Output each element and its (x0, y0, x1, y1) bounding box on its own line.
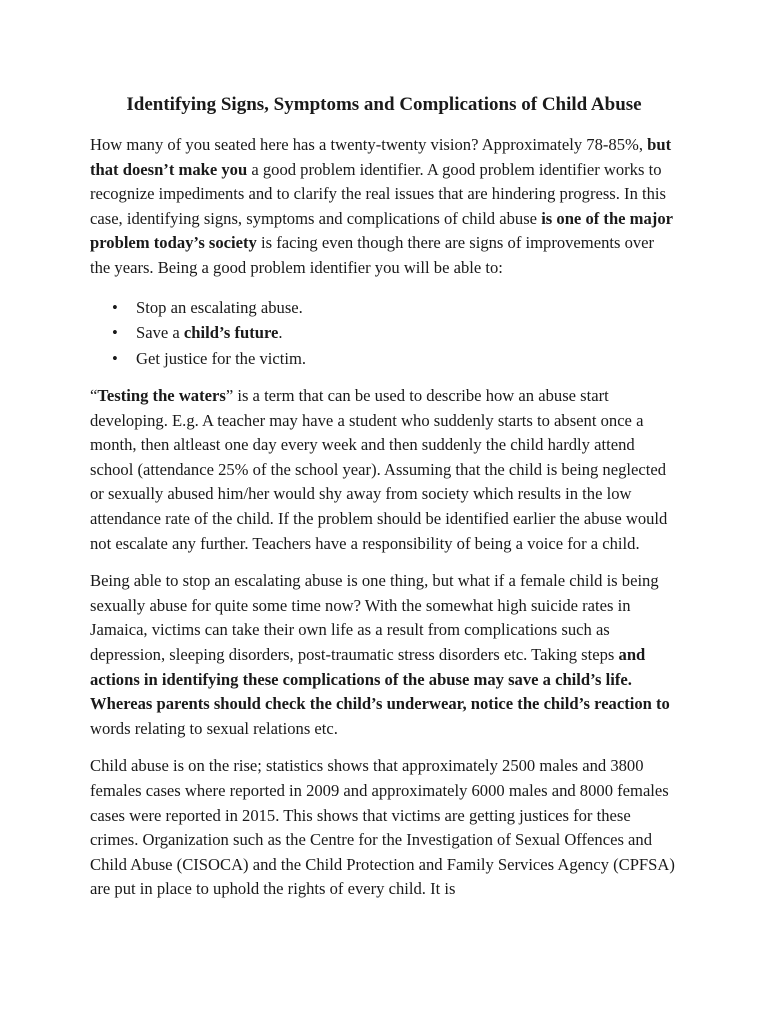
paragraph-text: Child abuse is on the rise; statistics shows that approximately 2500 males and 3800 females cases where reported in 2009 and approximately 6000 males and 8000 females cases were reported in 2015. This shows that victims are getting justices for these crimes. Organization such as the Centre for the Investigation of Sexual Offences and Child Abuse (CISOCA) and the Child Protection and Family Services Agency (CPFSA) are put in place to uphold the rights of every child. It is (90, 756, 675, 899)
bullet-marker: • (112, 348, 118, 368)
paragraph-testing-waters (90, 384, 678, 556)
paragraph-text: How many of you seated here has a twenty-twenty vision? Approximately 78-85%, (90, 135, 648, 154)
list-item-text: Save a (136, 323, 184, 343)
paragraph-text: a good problem identifier. A good problem identifier works to recognize impediments and to clarify the real issues that are hindering progress. In this case, identifying signs, symptoms and complications of child abuse (90, 159, 666, 228)
bullet-marker: • (112, 323, 118, 343)
paragraph-text: is facing even though there are signs of improvements over the years. Being a good problem identifier you will be able to: (90, 233, 655, 277)
list-item (112, 320, 678, 346)
list-item (112, 295, 678, 321)
paragraph-text: words relating to sexual relations etc. (90, 718, 338, 738)
document-title: Identifying Signs, Symptoms and Complications of Child Abuse (126, 94, 642, 115)
paragraph-text: “ (90, 386, 98, 406)
paragraph-statistics (90, 754, 678, 902)
paragraph-intro (90, 133, 678, 281)
bold-text: Testing the waters (97, 386, 226, 406)
list-item-text: . (278, 323, 283, 343)
bullet-marker: • (112, 297, 118, 317)
bullet-list (90, 295, 678, 372)
list-item-text: Get justice for the victim. (136, 348, 307, 368)
paragraph-text: Being able to stop an escalating abuse is one thing, but what if a female child is being sexually abuse for quite some time now? With the somewhat high suicide rates in Jamaica, victims can take their own life as a result from complications such as depression, sleeping disorders, post-traumatic stress disorders etc. Taking steps (90, 571, 659, 664)
bold-text: and actions in identifying these complications of the abuse may save a child’s life. Whereas parents should check the child’s underwear, notice the child’s reaction to (90, 645, 670, 714)
bold-text: but that doesn’t make you (90, 135, 672, 179)
list-item (112, 346, 678, 372)
bold-text: child’s future (183, 323, 279, 343)
list-item-text: Stop an escalating abuse. (136, 297, 303, 317)
paragraph-text: ” is a term that can be used to describe how an abuse start developing. E.g. A teacher may have a student who suddenly starts to absent once a month, then altleast one day every week and then suddenly the child hardly attend school (attendance 25% of the school year). Assuming that the child is being neglected or sexually abused him/her would shy away from society which results in the low attendance rate of the child. If the problem should be identified earlier the abuse would not escalate any further. Teachers have a responsibility of being a voice for a child. (90, 386, 668, 553)
paragraph-complications (90, 569, 678, 741)
bold-text: is one of the major problem today’s society (90, 208, 673, 253)
